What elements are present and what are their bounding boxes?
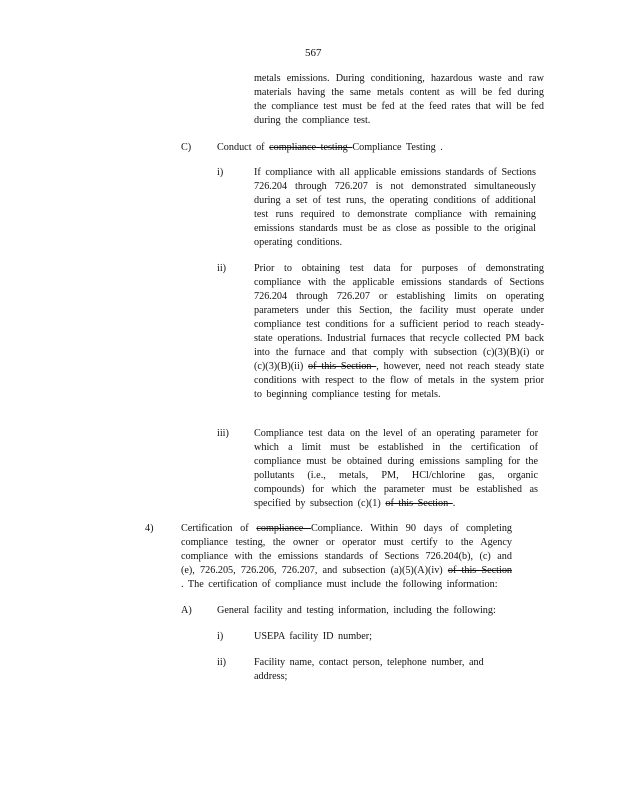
section-c-heading — [217, 141, 547, 155]
section-c-label: C) — [181, 142, 192, 153]
section-4-prefix: Certification of — [181, 523, 257, 534]
section-c-struck: compliance testing — [269, 142, 353, 153]
item-c-iii-label: iii) — [217, 428, 229, 439]
section-a-label: A) — [181, 605, 192, 616]
item-c-i-text: If compliance with all applicable emissions standards of Sections 726.204 through 726.207 is not demonstrated simultaneously during a set of test runs, the operating conditions of additional test runs required to demonstrate compliance with remaining emissions standards must be as close as possible to the original operating conditions. — [254, 167, 536, 248]
item-c-ii-text — [254, 262, 544, 402]
item-a-ii-label: ii) — [217, 657, 227, 668]
item-c-ii-text-a: Prior to obtaining test data for purposes of demonstrating compliance with the applicable emissions standards of Sections 726.204 through 726.207 or establishing limits on operating parameters under this Section, the facility must operate under compliance test conditions for a sufficient period to reach steady-state operations. Industrial furnaces that recycle collected PM back into the furnace and that comply with subsection (c)(3)(B)(i) or (c)(3)(B)(ii) — [254, 263, 544, 372]
item-c-iii-text-a: Compliance test data on the level of an operating parameter for which a limit must be established in the certification of compliance must be obtained during emissions sampling for the pollutants (i.e., metals, PM, HCl/chlorine gas, organic compounds) for which the parameter must be established as specified by subsection (c)(1) — [254, 428, 538, 509]
section-c-prefix: Conduct of — [217, 142, 270, 153]
item-a-i-text: USEPA facility ID number; — [254, 631, 372, 642]
section-a-text: General facility and testing information, including the following: — [217, 605, 496, 616]
section-4-text — [181, 522, 512, 592]
item-c-i-label: i) — [217, 167, 224, 178]
section-4-label: 4) — [145, 523, 154, 534]
item-c-ii-struck: of this Section — [308, 361, 377, 372]
item-c-ii-text-b: , however, need not reach steady state conditions with respect to the flow of metals in the system prior to beginning compliance testing for metals. — [254, 361, 545, 400]
item-c-iii-struck: of this Section — [385, 498, 453, 509]
item-c-ii-label: ii) — [217, 263, 227, 274]
top-paragraph: metals emissions. During conditioning, hazardous waste and raw materials having the same metals content as will be fed during the compliance test must be fed at the feed rates that will be fed during the compliance test. — [254, 73, 544, 126]
section-4-text-b: . The certification of compliance must include the following information: — [181, 579, 498, 590]
item-a-i-label: i) — [217, 631, 224, 642]
section-c-suffix: Compliance Testing . — [352, 142, 443, 153]
section-4-text-a: Compliance. Within 90 days of completing compliance testing, the owner or operator must certify to the Agency compliance with the emissions standards of Sections 726.204(b), (c) and (e), 726.205, 726.206, 726.207, and subsection (a)(5)(A)(iv) — [181, 523, 513, 576]
item-c-iii-text — [254, 427, 538, 511]
item-a-ii-text: Facility name, contact person, telephone number, and address; — [254, 657, 484, 682]
page-number: 567 — [305, 47, 322, 59]
section-4-struck: compliance — [256, 523, 311, 534]
section-4-struck-2: of this Section — [447, 565, 513, 576]
item-c-iii-text-b: . — [452, 498, 456, 509]
